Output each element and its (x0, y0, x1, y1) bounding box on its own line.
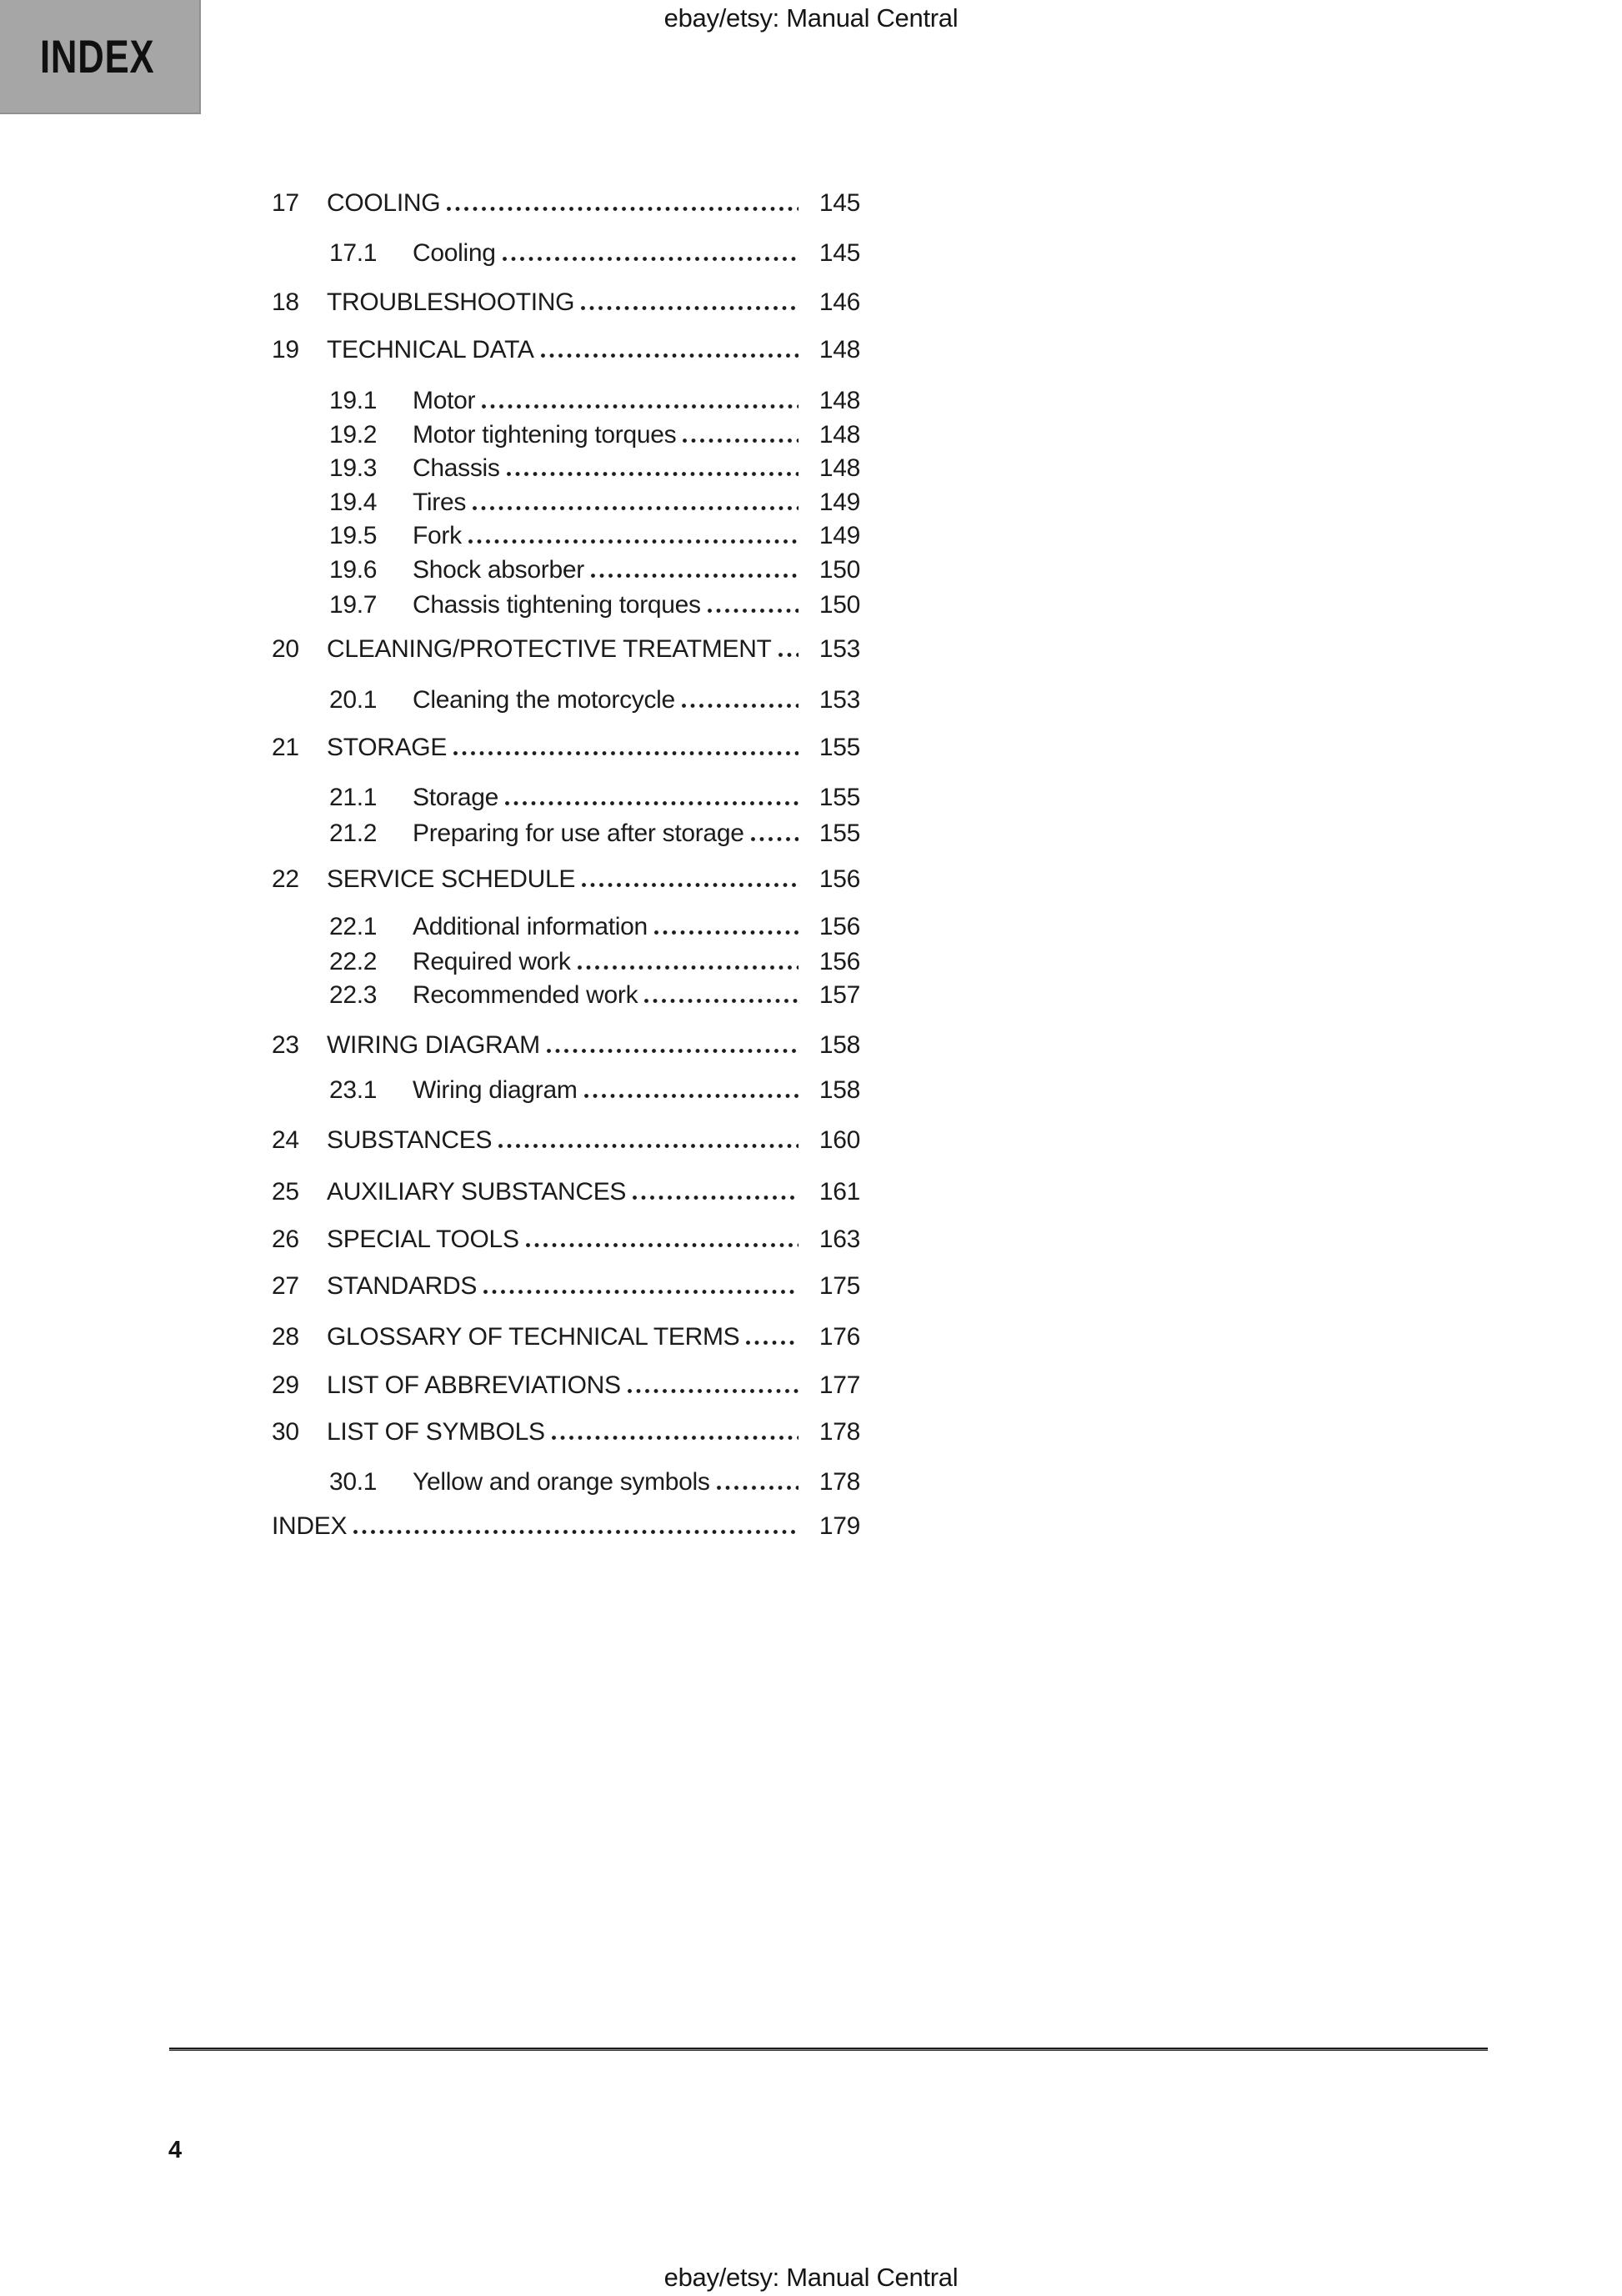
dot-leader (584, 1074, 798, 1107)
toc-entry-number: 21 (272, 734, 299, 761)
toc-entry-number: 19.7 (329, 591, 378, 619)
toc-entry (272, 286, 860, 319)
index-tab (0, 0, 201, 114)
toc-entry-title: SUBSTANCES (327, 1126, 493, 1154)
toc-entry-page: 145 (819, 189, 860, 217)
toc-entry-page: 179 (819, 1512, 860, 1540)
toc-entry-page: 146 (819, 288, 860, 316)
toc-entry-page: 155 (819, 784, 860, 811)
toc-entry-page: 149 (819, 489, 860, 516)
toc-entry (272, 684, 860, 717)
toc-entry (272, 1321, 860, 1354)
toc-entry-title: LIST OF ABBREVIATIONS (327, 1371, 621, 1399)
dot-leader (578, 945, 798, 979)
toc-entry (272, 1510, 860, 1543)
dot-leader (453, 731, 798, 764)
dot-leader (552, 1416, 798, 1449)
toc-entry-page: 145 (819, 239, 860, 267)
table-of-contents (272, 0, 860, 1601)
toc-entry-page: 161 (819, 1178, 860, 1206)
toc-entry-title: Chassis tightening torques (413, 591, 701, 619)
toc-entry-title: CLEANING/PROTECTIVE TREATMENT (327, 635, 772, 663)
toc-entry-title: Fork (413, 522, 462, 549)
toc-entry (272, 1369, 860, 1402)
toc-entry (272, 519, 860, 553)
toc-entry (272, 910, 860, 944)
toc-entry-title: TECHNICAL DATA (327, 336, 534, 363)
toc-entry-title: SERVICE SCHEDULE (327, 865, 576, 893)
toc-entry (272, 817, 860, 850)
dot-leader (581, 286, 798, 319)
toc-entry-page: 150 (819, 591, 860, 619)
toc-entry (272, 419, 860, 452)
toc-entry-page: 160 (819, 1126, 860, 1154)
toc-entry-number: 27 (272, 1272, 299, 1300)
toc-entry (272, 1466, 860, 1499)
toc-entry (272, 384, 860, 418)
dot-leader (654, 910, 798, 944)
toc-entry-number: 21.1 (329, 784, 378, 811)
toc-entry-number: 22.2 (329, 948, 378, 975)
toc-entry-number: 23.1 (329, 1076, 378, 1104)
toc-entry (272, 1223, 860, 1256)
dot-leader (628, 1369, 798, 1402)
toc-entry-title: Shock absorber (413, 556, 584, 584)
toc-entry-page: 148 (819, 454, 860, 482)
toc-entry-number: 19.6 (329, 556, 378, 584)
toc-entry-number: 19.5 (329, 522, 378, 549)
dot-leader (717, 1466, 798, 1499)
toc-entry (272, 731, 860, 764)
toc-entry-title: AUXILIARY SUBSTANCES (327, 1178, 627, 1206)
toc-entry-number: 21.2 (329, 820, 378, 847)
dot-leader (683, 419, 798, 452)
toc-entry-page: 149 (819, 522, 860, 549)
dot-leader (498, 1124, 798, 1157)
toc-entry-number: 25 (272, 1178, 299, 1206)
footer-rule (169, 2048, 1488, 2051)
toc-entry-title: GLOSSARY OF TECHNICAL TERMS (327, 1323, 740, 1351)
toc-entry-number: 22.3 (329, 981, 378, 1009)
dot-leader (447, 187, 798, 220)
toc-entry-page: 176 (819, 1323, 860, 1351)
toc-entry (272, 1176, 860, 1209)
dot-leader (353, 1510, 798, 1543)
toc-entry-page: 150 (819, 556, 860, 584)
toc-entry (272, 486, 860, 519)
dot-leader (483, 1270, 798, 1303)
toc-entry-title: Chassis (413, 454, 500, 482)
toc-entry-page: 178 (819, 1468, 860, 1496)
dot-leader (644, 979, 798, 1012)
toc-entry-title: WIRING DIAGRAM (327, 1031, 540, 1059)
dot-leader (541, 333, 798, 367)
toc-entry-page: 156 (819, 865, 860, 893)
dot-leader (778, 633, 798, 666)
index-tab-label: INDEX (40, 30, 155, 83)
toc-entry (272, 1124, 860, 1157)
toc-entry-title: Tires (413, 489, 467, 516)
toc-entry-page: 177 (819, 1371, 860, 1399)
toc-entry-number: 22 (272, 865, 299, 893)
toc-entry (272, 554, 860, 587)
toc-entry (272, 1270, 860, 1303)
toc-entry-number: 23 (272, 1031, 299, 1059)
toc-entry-title: Cooling (413, 239, 496, 267)
dot-leader (503, 237, 798, 270)
dot-leader (708, 589, 798, 622)
toc-entry-number: 19.2 (329, 421, 378, 449)
dot-leader (468, 519, 798, 553)
dot-leader (633, 1176, 798, 1209)
dot-leader (682, 684, 798, 717)
toc-entry-page: 155 (819, 820, 860, 847)
toc-entry-page: 148 (819, 421, 860, 449)
dot-leader (526, 1223, 798, 1256)
toc-entry-title: Additional information (413, 913, 648, 940)
toc-entry-title: Required work (413, 948, 571, 975)
toc-entry-page: 156 (819, 948, 860, 975)
toc-entry (272, 237, 860, 270)
toc-entry-number: 20 (272, 635, 299, 663)
toc-entry-page: 148 (819, 336, 860, 363)
dot-leader (505, 781, 798, 815)
toc-entry-title: COOLING (327, 189, 441, 217)
toc-entry-number: 19.3 (329, 454, 378, 482)
toc-entry (272, 633, 860, 666)
dot-leader (746, 1321, 798, 1354)
toc-entry-number: 28 (272, 1323, 299, 1351)
toc-entry-number: 19.1 (329, 387, 378, 414)
toc-entry-page: 155 (819, 734, 860, 761)
toc-entry-page: 148 (819, 387, 860, 414)
dot-leader (751, 817, 798, 850)
toc-entry-number: 30.1 (329, 1468, 378, 1496)
toc-entry-number: 24 (272, 1126, 299, 1154)
dot-leader (507, 452, 798, 485)
toc-entry (272, 187, 860, 220)
toc-entry-number: 29 (272, 1371, 299, 1399)
page-footer-title: ebay/etsy: Manual Central (663, 2263, 959, 2292)
toc-entry-page: 175 (819, 1272, 860, 1300)
toc-entry-number: 19.4 (329, 489, 378, 516)
dot-leader (547, 1029, 798, 1062)
toc-entry-title: Motor (413, 387, 476, 414)
toc-entry-number: 17.1 (329, 239, 378, 267)
toc-entry-page: 153 (819, 635, 860, 663)
toc-entry-page: 156 (819, 913, 860, 940)
page-number: 4 (168, 2137, 183, 2163)
toc-entry-title: INDEX (272, 1512, 348, 1540)
toc-entry (272, 863, 860, 896)
dot-leader (482, 384, 798, 418)
toc-entry (272, 781, 860, 815)
toc-entry-number: 30 (272, 1418, 299, 1446)
toc-entry-page: 153 (819, 686, 860, 714)
toc-entry-number: 26 (272, 1226, 299, 1253)
toc-entry-title: LIST OF SYMBOLS (327, 1418, 545, 1446)
toc-entry-number: 18 (272, 288, 299, 316)
toc-entry (272, 1074, 860, 1107)
page-header-title: ebay/etsy: Manual Central (663, 3, 959, 33)
toc-entry-title: SPECIAL TOOLS (327, 1226, 519, 1253)
toc-entry (272, 589, 860, 622)
toc-entry-title: Cleaning the motorcycle (413, 686, 675, 714)
toc-entry-number: 22.1 (329, 913, 378, 940)
toc-entry-number: 17 (272, 189, 299, 217)
toc-entry-title: Motor tightening torques (413, 421, 677, 449)
dot-leader (473, 486, 798, 519)
toc-entry (272, 979, 860, 1012)
dot-leader (582, 863, 798, 896)
toc-entry (272, 1416, 860, 1449)
toc-entry-page: 178 (819, 1418, 860, 1446)
toc-entry-number: 20.1 (329, 686, 378, 714)
toc-entry-page: 158 (819, 1031, 860, 1059)
toc-entry-title: Storage (413, 784, 498, 811)
toc-entry-title: STORAGE (327, 734, 448, 761)
toc-entry (272, 333, 860, 367)
toc-entry-title: TROUBLESHOOTING (327, 288, 575, 316)
toc-entry (272, 1029, 860, 1062)
toc-entry (272, 452, 860, 485)
toc-entry-page: 158 (819, 1076, 860, 1104)
toc-entry-page: 163 (819, 1226, 860, 1253)
toc-entry-number: 19 (272, 336, 299, 363)
toc-entry-page: 157 (819, 981, 860, 1009)
toc-entry-title: Recommended work (413, 981, 638, 1009)
toc-entry-title: Yellow and orange symbols (413, 1468, 710, 1496)
dot-leader (591, 554, 798, 587)
toc-entry-title: Preparing for use after storage (413, 820, 744, 847)
toc-entry-title: Wiring diagram (413, 1076, 578, 1104)
toc-entry-title: STANDARDS (327, 1272, 478, 1300)
toc-entry (272, 945, 860, 979)
